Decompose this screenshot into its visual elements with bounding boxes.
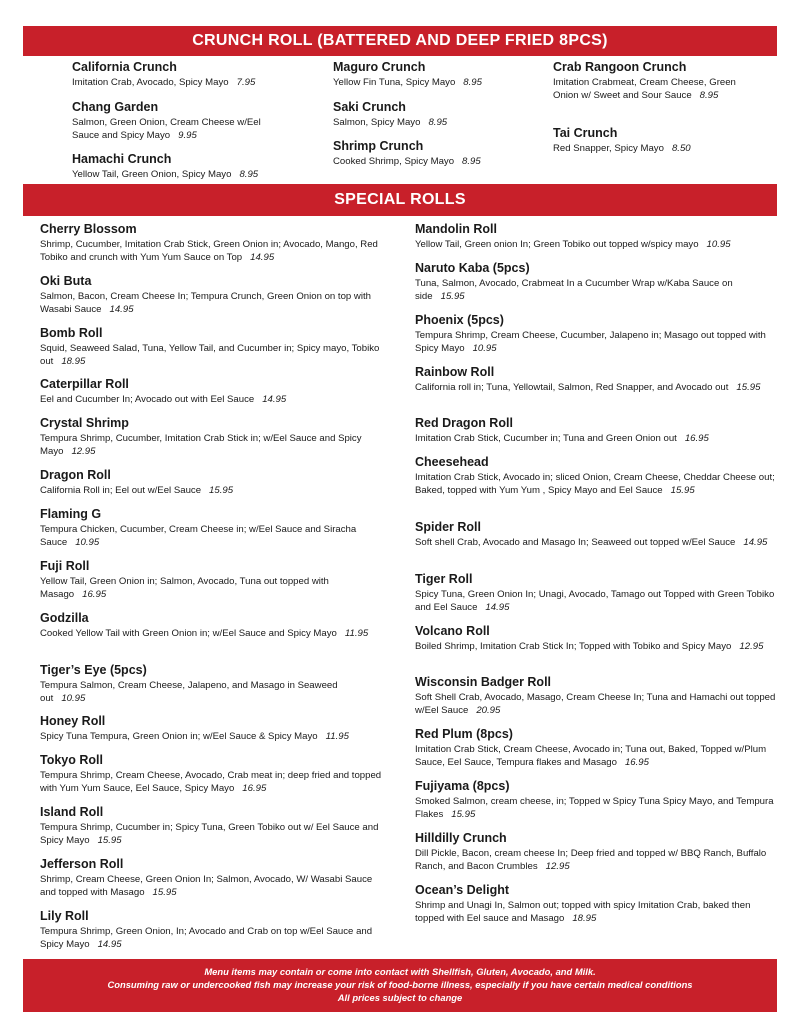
menu-item-ingredients: Tempura Shrimp, Cream Cheese, Avocado, Crab meat in; deep fried and topped with Yum Yum Sauce, Eel Sauce, Spicy Mayo xyxy=(40,770,382,794)
menu-item-ingredients: Cooked Shrimp, Spicy Mayo xyxy=(333,156,455,167)
menu-item-price: 10.95 xyxy=(706,239,731,250)
menu-item-description xyxy=(40,290,385,316)
menu-item xyxy=(415,883,780,925)
menu-item-price: 14.95 xyxy=(743,537,768,548)
menu-item xyxy=(40,416,385,458)
menu-item-name: Naruto Kaba (5pcs) xyxy=(415,261,530,275)
menu-item-name: Hamachi Crunch xyxy=(72,152,172,166)
menu-item-name: Saki Crunch xyxy=(333,100,406,114)
menu-item xyxy=(553,126,743,155)
menu-item-price: 18.95 xyxy=(61,356,86,367)
menu-item xyxy=(415,313,780,355)
menu-item-ingredients: Tempura Chicken, Cucumber, Cream Cheese in; w/Eel Sauce and Siracha Sauce xyxy=(40,524,357,548)
menu-item-name: Tiger’s Eye (5pcs) xyxy=(40,663,147,677)
menu-item-name: Rainbow Roll xyxy=(415,365,495,379)
menu-item-description xyxy=(415,691,780,717)
menu-item xyxy=(40,611,385,640)
menu-item xyxy=(72,100,272,142)
menu-item xyxy=(40,507,385,549)
menu-item-price: 8.50 xyxy=(671,143,691,154)
menu-item-name: Crystal Shrimp xyxy=(40,416,129,430)
menu-item-price: 12.95 xyxy=(739,641,764,652)
menu-item-name: Wisconsin Badger Roll xyxy=(415,675,552,689)
menu-item-name: Caterpillar Roll xyxy=(40,377,129,391)
menu-item-price: 18.95 xyxy=(572,913,597,924)
menu-item xyxy=(415,455,780,497)
menu-item-name: Chang Garden xyxy=(72,100,159,114)
menu-item xyxy=(415,365,780,394)
menu-item-price: 15.95 xyxy=(97,835,122,846)
menu-item-price: 15.95 xyxy=(440,291,465,302)
menu-item-description xyxy=(553,76,743,102)
menu-item-price: 16.95 xyxy=(242,783,267,794)
menu-item-description xyxy=(40,575,385,601)
menu-item-description xyxy=(415,536,780,549)
menu-item-name: Shrimp Crunch xyxy=(333,139,424,153)
menu-item-price: 8.95 xyxy=(699,90,719,101)
menu-item-ingredients: Imitation Crab Stick, Avocado in; sliced Onion, Cream Cheese, Cheddar Cheese out; Baked, topped with Yum Yum , Spicy Mayo and Eel Sauce xyxy=(415,472,775,496)
menu-item-name: Island Roll xyxy=(40,805,104,819)
menu-item-price: 14.95 xyxy=(97,939,122,950)
menu-item-price: 16.95 xyxy=(624,757,649,768)
menu-item-price: 15.95 xyxy=(209,485,234,496)
menu-item-price: 8.95 xyxy=(462,156,481,167)
menu-item xyxy=(415,624,780,653)
menu-item-ingredients: Shrimp, Cucumber, Imitation Crab Stick, Green Onion in; Avocado, Mango, Red Tobiko and crunch with Yum Yum Sauce on Top xyxy=(40,239,378,263)
menu-item-price: 16.95 xyxy=(82,589,107,600)
menu-item xyxy=(415,222,780,251)
menu-item-name: Hilldilly Crunch xyxy=(415,831,507,845)
menu-item xyxy=(415,520,780,549)
menu-item-description xyxy=(40,730,385,743)
menu-item-description xyxy=(40,627,385,640)
menu-item-name: Phoenix (5pcs) xyxy=(415,313,504,327)
menu-item xyxy=(415,675,780,717)
menu-item xyxy=(553,60,743,102)
menu-item-ingredients: Yellow Tail, Green onion In; Green Tobiko out topped w/spicy mayo xyxy=(415,239,699,250)
menu-item-ingredients: Tempura Shrimp, Cucumber in; Spicy Tuna, Green Tobiko out w/ Eel Sauce and Spicy Mayo xyxy=(40,822,379,846)
menu-item-description xyxy=(72,168,272,181)
menu-item-ingredients: Eel and Cucumber In; Avocado out with Eel Sauce xyxy=(40,394,255,405)
menu-item-ingredients: Spicy Tuna Tempura, Green Onion in; w/Eel Sauce & Spicy Mayo xyxy=(40,731,318,742)
menu-item-ingredients: Yellow Fin Tuna, Spicy Mayo xyxy=(333,77,456,88)
menu-item-name: Fuji Roll xyxy=(40,559,90,573)
menu-item-name: Red Plum (8pcs) xyxy=(415,727,513,741)
menu-item-description xyxy=(415,471,780,497)
menu-item-description xyxy=(415,588,780,614)
menu-item-name: Maguro Crunch xyxy=(333,60,426,74)
menu-item-ingredients: Salmon, Green Onion, Cream Cheese w/Eel Sauce and Spicy Mayo xyxy=(72,117,261,141)
menu-item-price: 9.95 xyxy=(178,130,197,141)
menu-item-description xyxy=(415,743,780,769)
menu-item-description xyxy=(415,432,780,445)
menu-item xyxy=(415,572,780,614)
menu-item-ingredients: Imitation Crabmeat, Cream Cheese, Green Onion w/ Sweet and Sour Sauce xyxy=(553,77,736,101)
menu-item-price: 14.95 xyxy=(109,304,134,315)
menu-item-ingredients: Dill Pickle, Bacon, cream cheese In; Deep fried and topped w/ BBQ Ranch, Buffalo Ranch, and Bacon Crumbles xyxy=(415,848,767,872)
menu-item-name: California Crunch xyxy=(72,60,177,74)
menu-item-name: Cheesehead xyxy=(415,455,489,469)
menu-item xyxy=(415,261,780,303)
menu-item xyxy=(40,377,385,406)
allergen-footer xyxy=(23,959,777,1012)
menu-item-ingredients: Tempura Shrimp, Cucumber, Imitation Crab Stick in; w/Eel Sauce and Spicy Mayo xyxy=(40,433,362,457)
menu-item-ingredients: Imitation Crab Stick, Cream Cheese, Avocado in; Tuna out, Baked, Topped w/Plum Sauce, Eel Sauce, Tempura flakes and Masago xyxy=(415,744,767,768)
menu-item-description xyxy=(415,238,780,251)
menu-item xyxy=(415,779,780,821)
crunch-roll-banner: CRUNCH ROLL (BATTERED AND DEEP FRIED 8PCS) xyxy=(23,26,777,56)
menu-item-description xyxy=(415,847,780,873)
menu-item xyxy=(40,222,385,264)
menu-item-description xyxy=(72,76,272,89)
menu-item-price: 14.95 xyxy=(485,602,510,613)
menu-item-ingredients: Smoked Salmon, cream cheese, in; Topped w Spicy Tuna Spicy Mayo, and Tempura Flakes xyxy=(415,796,774,820)
menu-item-name: Flaming G xyxy=(40,507,102,521)
menu-item-description xyxy=(333,76,533,89)
menu-item-price: 20.95 xyxy=(476,705,501,716)
menu-item xyxy=(40,714,385,743)
menu-item-name: Godzilla xyxy=(40,611,89,625)
menu-item-price: 8.95 xyxy=(463,77,482,88)
menu-item-ingredients: Tempura Shrimp, Cream Cheese, Cucumber, Jalapeno in; Masago out topped with Spicy Mayo xyxy=(415,330,766,354)
footer-allergen-line: Menu items may contain or come into contact with Shellfish, Gluten, Avocado, and Milk. xyxy=(204,966,596,977)
menu-item-description xyxy=(40,342,385,368)
menu-item-ingredients: Tempura Shrimp, Green Onion, In; Avocado and Crab on top w/Eel Sauce and Spicy Mayo xyxy=(40,926,373,950)
menu-item-description xyxy=(415,640,780,653)
menu-item-description xyxy=(72,116,272,142)
menu-item-ingredients: Imitation Crab Stick, Cucumber in; Tuna and Green Onion out xyxy=(415,433,677,444)
menu-item-ingredients: Soft Shell Crab, Avocado, Masago, Cream Cheese In; Tuna and Hamachi out topped w/Eel Sauce xyxy=(415,692,776,716)
footer-price-note: All prices subject to change xyxy=(337,992,463,1003)
menu-item-price: 10.95 xyxy=(75,537,100,548)
menu-item-ingredients: Squid, Seaweed Salad, Tuna, Yellow Tail, and Cucumber in; Spicy mayo, Tobiko out xyxy=(40,343,380,367)
menu-item-description xyxy=(415,329,780,355)
menu-item-description xyxy=(40,873,385,899)
menu-item-price: 8.95 xyxy=(428,117,448,128)
menu-item-ingredients: California roll in; Tuna, Yellowtail, Salmon, Red Snapper, and Avocado out xyxy=(415,382,729,393)
menu-item-ingredients: Shrimp, Cream Cheese, Green Onion In; Salmon, Avocado, W/ Wasabi Sauce and topped with Masago xyxy=(40,874,373,898)
menu-item-price: 14.95 xyxy=(250,252,275,263)
menu-item-description xyxy=(40,679,385,705)
menu-item-price: 8.95 xyxy=(239,169,259,180)
menu-item xyxy=(415,727,780,769)
menu-item-description xyxy=(40,523,385,549)
menu-item xyxy=(40,274,385,316)
menu-item-name: Red Dragon Roll xyxy=(415,416,513,430)
menu-item xyxy=(40,468,385,497)
menu-item-ingredients: Boiled Shrimp, Imitation Crab Stick In; Topped with Tobiko and Spicy Mayo xyxy=(415,641,732,652)
menu-item-description xyxy=(40,432,385,458)
menu-item-name: Lily Roll xyxy=(40,909,89,923)
menu-item-name: Crab Rangoon Crunch xyxy=(553,60,687,74)
menu-item-name: Dragon Roll xyxy=(40,468,111,482)
menu-item xyxy=(40,559,385,601)
menu-item xyxy=(40,326,385,368)
menu-item xyxy=(415,831,780,873)
menu-item-ingredients: Yellow Tail, Green Onion, Spicy Mayo xyxy=(72,169,232,180)
menu-item-ingredients: Red Snapper, Spicy Mayo xyxy=(553,143,664,154)
menu-item-name: Cherry Blossom xyxy=(40,222,137,236)
menu-item-price: 12.95 xyxy=(545,861,570,872)
menu-item-description xyxy=(415,381,780,394)
menu-item-ingredients: Cooked Yellow Tail with Green Onion in; w/Eel Sauce and Spicy Mayo xyxy=(40,628,337,639)
menu-item xyxy=(72,152,272,181)
menu-item-name: Ocean’s Delight xyxy=(415,883,510,897)
menu-item-price: 11.95 xyxy=(344,628,369,639)
menu-item xyxy=(333,139,533,168)
menu-item-price: 15.95 xyxy=(451,809,476,820)
menu-item xyxy=(40,857,385,899)
menu-item-price: 15.95 xyxy=(736,382,761,393)
menu-item-name: Tokyo Roll xyxy=(40,753,103,767)
special-rolls-banner: SPECIAL ROLLS xyxy=(23,184,777,216)
menu-item-description xyxy=(40,821,385,847)
menu-item-name: Honey Roll xyxy=(40,714,106,728)
menu-item-name: Oki Buta xyxy=(40,274,92,288)
menu-item-description xyxy=(40,925,385,951)
menu-item-description xyxy=(415,277,780,303)
menu-item-name: Tai Crunch xyxy=(553,126,618,140)
menu-item xyxy=(415,416,780,445)
menu-item-description xyxy=(415,795,780,821)
menu-item-description xyxy=(40,769,385,795)
menu-item-price: 10.95 xyxy=(472,343,497,354)
menu-item-price: 10.95 xyxy=(61,693,86,704)
menu-item xyxy=(40,753,385,795)
menu-item xyxy=(40,909,385,951)
menu-item-description xyxy=(333,155,533,168)
menu-item-ingredients: Spicy Tuna, Green Onion In; Unagi, Avocado, Tamago out Topped with Green Tobiko and Eel Sauce xyxy=(415,589,775,613)
menu-item-description xyxy=(40,393,385,406)
menu-item-name: Spider Roll xyxy=(415,520,481,534)
menu-item-ingredients: Salmon, Spicy Mayo xyxy=(333,117,421,128)
menu-item-ingredients: Salmon, Bacon, Cream Cheese In; Tempura Crunch, Green Onion on top with Wasabi Sauce xyxy=(40,291,371,315)
menu-item-name: Volcano Roll xyxy=(415,624,490,638)
menu-item-ingredients: Shrimp and Unagi In, Salmon out; topped with spicy Imitation Crab, baked then topped with Eel sauce and Masago xyxy=(415,900,751,924)
menu-item xyxy=(40,663,385,705)
menu-item-description xyxy=(415,899,780,925)
menu-item-ingredients: Yellow Tail, Green Onion in; Salmon, Avocado, Tuna out topped with Masago xyxy=(40,576,329,600)
menu-item-name: Bomb Roll xyxy=(40,326,103,340)
menu-item-name: Jefferson Roll xyxy=(40,857,124,871)
menu-item-name: Mandolin Roll xyxy=(415,222,497,236)
menu-item-ingredients: Tempura Salmon, Cream Cheese, Jalapeno, and Masago in Seaweed out xyxy=(40,680,338,704)
menu-item-price: 16.95 xyxy=(684,433,709,444)
menu-item-price: 15.95 xyxy=(152,887,177,898)
menu-item xyxy=(333,100,533,129)
footer-raw-fish-warning: Consuming raw or undercooked fish may increase your risk of food-borne illness, especially if you have certain medical conditions xyxy=(107,979,693,990)
menu-item-price: 11.95 xyxy=(325,731,349,742)
menu-item xyxy=(333,60,533,89)
menu-item-ingredients: Tuna, Salmon, Avocado, Crabmeat In a Cucumber Wrap w/Kaba Sauce on side xyxy=(415,278,733,302)
menu-item-ingredients: Imitation Crab, Avocado, Spicy Mayo xyxy=(72,77,229,88)
menu-item xyxy=(40,805,385,847)
menu-item-description xyxy=(333,116,533,129)
menu-item-description xyxy=(553,142,743,155)
menu-item-ingredients: California Roll in; Eel out w/Eel Sauce xyxy=(40,485,202,496)
menu-item-name: Tiger Roll xyxy=(415,572,473,586)
menu-item-price: 12.95 xyxy=(71,446,96,457)
menu-item-name: Fujiyama (8pcs) xyxy=(415,779,510,793)
menu-item-ingredients: Soft shell Crab, Avocado and Masago In; Seaweed out topped w/Eel Sauce xyxy=(415,537,736,548)
menu-item-price: 14.95 xyxy=(262,394,287,405)
menu-item-description xyxy=(40,238,385,264)
menu-item-description xyxy=(40,484,385,497)
menu-item-price: 7.95 xyxy=(236,77,256,88)
menu-item-price: 15.95 xyxy=(670,485,695,496)
menu-item xyxy=(72,60,272,89)
